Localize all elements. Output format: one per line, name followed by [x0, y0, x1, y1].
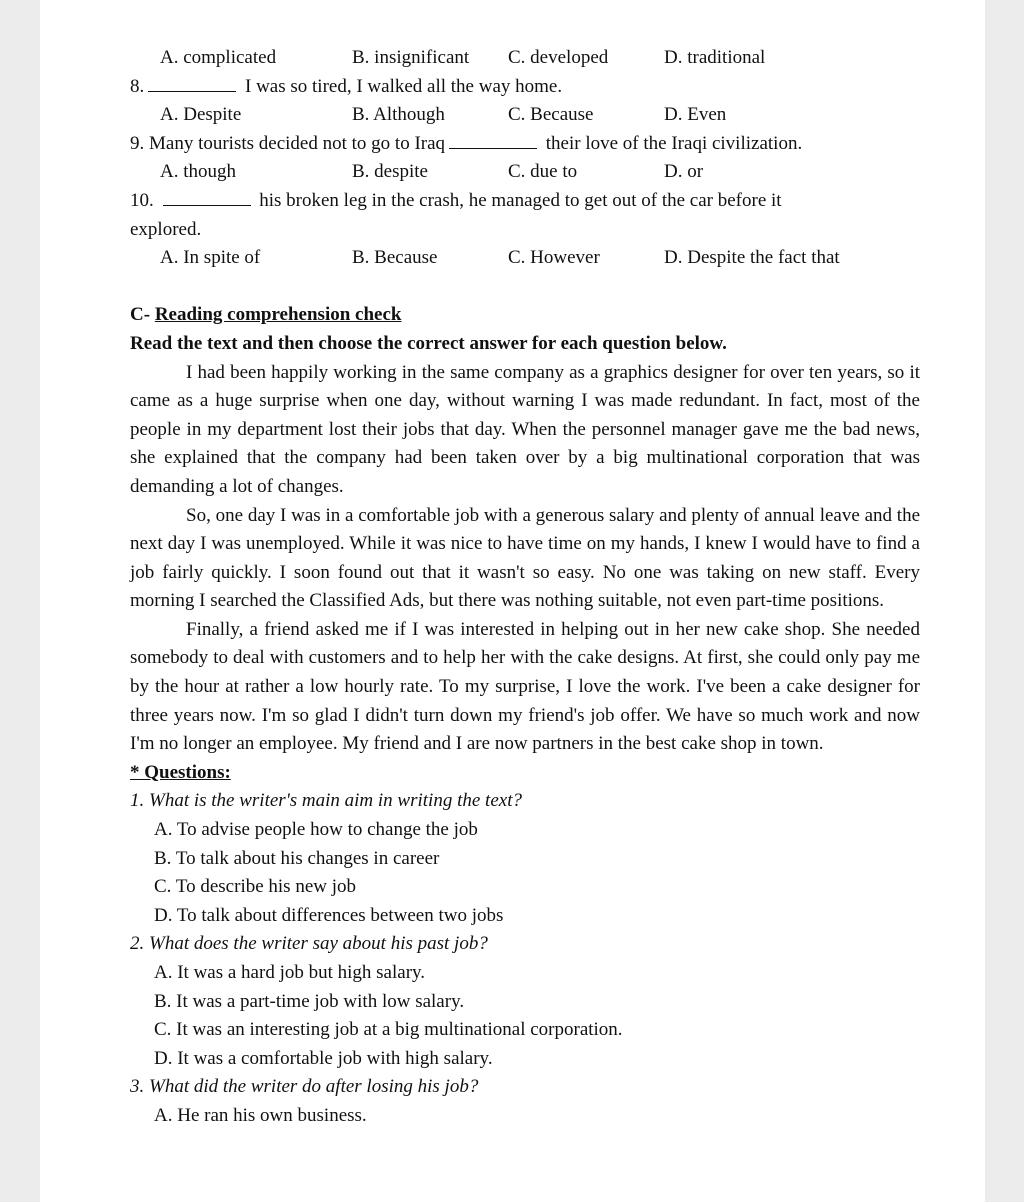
question-10-text: his broken leg in the crash, he managed to get out of the car before it	[259, 189, 782, 211]
section-prefix: C-	[130, 304, 155, 326]
question-8-number: 8.	[130, 75, 145, 97]
option-a: A. In spite of	[160, 247, 261, 269]
question-2-option-c: C. It was an interesting job at a big multinational corporation.	[154, 1019, 623, 1041]
question-8-options	[130, 101, 920, 130]
question-2-option-a: A. It was a hard job but high salary.	[154, 962, 426, 983]
option-a: A. Despite	[160, 104, 242, 126]
document-page	[40, 0, 985, 1202]
question-10-number: 10.	[130, 189, 154, 211]
question-1-option-d: D. To talk about differences between two jobs	[154, 904, 504, 926]
answer-blank	[148, 73, 236, 92]
question-3: 3. What did the writer do after losing his job?	[130, 1076, 479, 1098]
questions-heading: * Questions:	[130, 761, 231, 783]
option-d: D. or	[664, 161, 704, 183]
prev-question-options	[130, 44, 920, 73]
question-1: 1. What is the writer's main aim in writing the text?	[130, 790, 522, 812]
option-c: C. Because	[508, 104, 594, 126]
option-c: C. due to	[508, 161, 578, 183]
option-d: D. Even	[664, 104, 727, 126]
question-10-continuation: explored.	[130, 218, 202, 240]
passage-paragraph-1: I had been happily working in the same company as a graphics designer for over ten years, so it came as a huge surprise when one day, without warning I was made redundant. In fact, most of the people in my department lost their jobs that day. When the personnel manager gave me the bad news, she explained that the company had been taken over by a big multinational corporation that was demanding a lot of changes.	[130, 361, 920, 497]
option-b: B. Although	[352, 104, 445, 126]
question-9	[130, 130, 920, 159]
question-2-option-b: B. It was a part-time job with low salary.	[154, 990, 465, 1012]
spacer	[130, 273, 920, 302]
question-3-option-a: A. He ran his own business.	[154, 1104, 367, 1126]
question-9-text-before: 9. Many tourists decided not to go to Iraq	[130, 132, 446, 154]
question-1-option-a: A. To advise people how to change the job	[154, 819, 478, 841]
section-title: Reading comprehension check	[154, 304, 402, 326]
passage-paragraph-3: Finally, a friend asked me if I was interested in helping out in her new cake shop. She needed somebody to deal with customers and to help her with the cake designs. At first, she could only pay me by the hour at rather a low hourly rate. To my surprise, I love the work. I've been a cake designer for three years now. I'm so glad I didn't turn down my friend's job offer. We have so much work and now I'm no longer an employee. My friend and I are now partners in the best cake shop in town.	[130, 618, 920, 755]
question-2: 2. What does the writer say about his past job?	[130, 933, 488, 955]
question-1-option-c: C. To describe his new job	[154, 876, 357, 898]
section-instruction: Read the text and then choose the correct answer for each question below.	[130, 332, 727, 354]
option-b: B. Because	[352, 247, 438, 269]
question-9-options	[130, 158, 920, 187]
question-10-options	[130, 244, 920, 273]
option-c: C. However	[508, 247, 600, 269]
question-8-text: I was so tired, I walked all the way home.	[245, 75, 563, 97]
document-content	[130, 44, 920, 1131]
passage-paragraph-2: So, one day I was in a comfortable job with a generous salary and plenty of annual leave and the next day I was unemployed. While it was nice to have time on my hands, I knew I would have to find a job fairly quickly. I soon found out that it wasn't so easy. No one was taking on new staff. Every morning I searched the Classified Ads, but there was nothing suitable, not even part-time positions.	[130, 504, 920, 612]
answer-blank	[449, 130, 537, 149]
option-b: B. insignificant	[352, 47, 470, 68]
question-8	[130, 73, 920, 102]
section-heading	[130, 301, 920, 330]
option-a: A. complicated	[160, 47, 277, 68]
answer-blank	[163, 187, 251, 206]
option-a: A. though	[160, 161, 236, 183]
question-1-option-b: B. To talk about his changes in career	[154, 847, 440, 869]
question-9-text-after: their love of the Iraqi civilization.	[545, 132, 803, 154]
question-10	[130, 187, 920, 216]
option-d: D. traditional	[664, 47, 766, 68]
option-d: D. Despite the fact that	[664, 247, 840, 269]
option-b: B. despite	[352, 161, 428, 183]
option-c: C. developed	[508, 47, 609, 68]
question-2-option-d: D. It was a comfortable job with high salary.	[154, 1047, 493, 1069]
